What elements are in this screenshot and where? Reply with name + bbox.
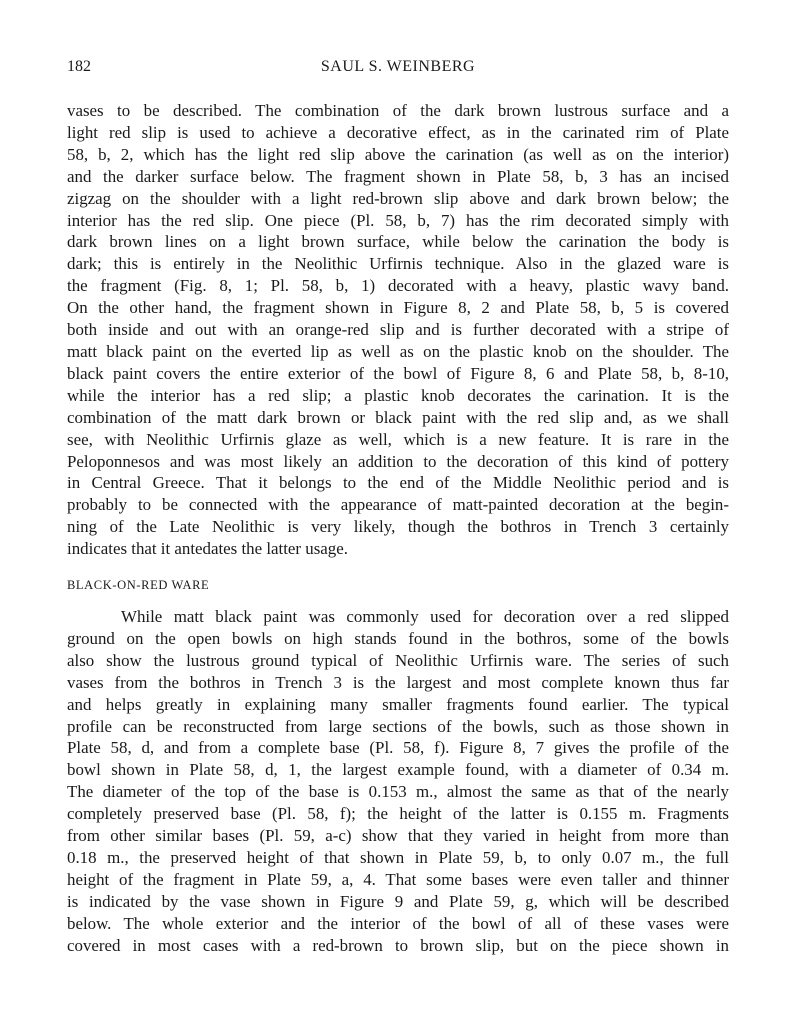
text-line: The diameter of the top of the base is 0.153 m., almost the same as that of the nearly [67, 782, 729, 802]
text-line: dark; this is entirely in the Neolithic Urfirnis technique. Also in the glazed ware is [67, 254, 729, 274]
text-line: and the darker surface below. The fragment shown in Plate 58, b, 3 has an incised [67, 166, 729, 186]
text-line: Plate 58, d, and from a complete base (Pl. 58, f). Figure 8, 7 gives the profile of the [67, 738, 729, 758]
text-line: black paint covers the entire exterior of the bowl of Figure 8, 6 and Plate 58, b, 8-10, [67, 363, 729, 383]
text-line: matt black paint on the everted lip as well as on the plastic knob on the shoulder. The [67, 341, 729, 361]
section-heading: BLACK-ON-RED WARE [67, 578, 210, 593]
text-line: below. The whole exterior and the interior of the bowl of all of these vases were [67, 913, 729, 933]
text-line: in Central Greece. That it belongs to the end of the Middle Neolithic period and is [67, 473, 729, 493]
text-line: height of the fragment in Plate 59, a, 4. That some bases were even taller and thinner [67, 869, 729, 889]
running-head [67, 58, 729, 84]
text-line: 0.18 m., the preserved height of that shown in Plate 59, b, to only 0.07 m., the full [67, 848, 729, 867]
text-line: the fragment (Fig. 8, 1; Pl. 58, b, 1) decorated with a heavy, plastic wavy band. [67, 276, 729, 296]
text-line: completely preserved base (Pl. 58, f); the height of the latter is 0.155 m. Fragments [67, 804, 729, 824]
text-line: indicates that it antedates the latter usage. [67, 539, 348, 559]
text-line: vases to be described. The combination of the dark brown lustrous surface and a [67, 101, 729, 120]
text-line: combination of the matt dark brown or black paint with the red slip and, as we shall [67, 407, 729, 427]
body-paragraph-2 [67, 606, 729, 957]
text-line: see, with Neolithic Urfirnis glaze as well, which is a new feature. It is rare in the [67, 429, 729, 449]
text-line: dark brown lines on a light brown surface, while below the carination the body is [67, 232, 729, 252]
text-line: covered in most cases with a red-brown to brown slip, but on the piece shown in [67, 935, 729, 955]
text-line: Peloponnesos and was most likely an addition to the decoration of this kind of pottery [67, 451, 729, 471]
text-line: interior has the red slip. One piece (Pl. 58, b, 7) has the rim decorated simply with [67, 210, 729, 230]
text-line: bowl shown in Plate 58, d, 1, the largest example found, with a diameter of 0.34 m. [67, 760, 729, 780]
text-line: from other similar bases (Pl. 59, a-c) show that they varied in height from more than [67, 826, 729, 846]
text-line: while the interior has a red slip; a plastic knob decorates the carination. It is the [67, 385, 729, 405]
text-line: and helps greatly in explaining many smaller fragments found earlier. The typical [67, 694, 729, 714]
text-line: ground on the open bowls on high stands found in the bothros, some of the bowls [67, 628, 729, 648]
document-page [67, 58, 729, 957]
page-number: 182 [67, 58, 91, 75]
text-line: zigzag on the shoulder with a light red-brown slip above and dark brown below; the [67, 188, 729, 208]
running-title: SAUL S. WEINBERG [320, 58, 476, 75]
text-line: profile can be reconstructed from large sections of the bowls, such as those shown in [67, 716, 729, 736]
text-line: While matt black paint was commonly used for decoration over a red slipped [121, 607, 729, 627]
text-line: light red slip is used to achieve a decorative effect, as in the carinated rim of Plate [67, 122, 729, 142]
text-line: probably to be connected with the appearance of matt-painted decoration at the begin- [67, 495, 729, 515]
text-line: also show the lustrous ground typical of Neolithic Urfirnis ware. The series of such [67, 650, 729, 670]
body-paragraph-1 [67, 100, 729, 560]
text-line: both inside and out with an orange-red slip and is further decorated with a stripe of [67, 320, 729, 340]
text-line: On the other hand, the fragment shown in Figure 8, 2 and Plate 58, b, 5 is covered [67, 298, 729, 318]
text-line: vases from the bothros in Trench 3 is the largest and most complete known thus far [67, 672, 729, 692]
text-line: 58, b, 2, which has the light red slip above the carination (as well as on the interior) [67, 144, 729, 164]
text-line: ning of the Late Neolithic is very likely, though the bothros in Trench 3 certainly [67, 517, 729, 537]
text-line: is indicated by the vase shown in Figure 9 and Plate 59, g, which will be described [67, 891, 729, 911]
